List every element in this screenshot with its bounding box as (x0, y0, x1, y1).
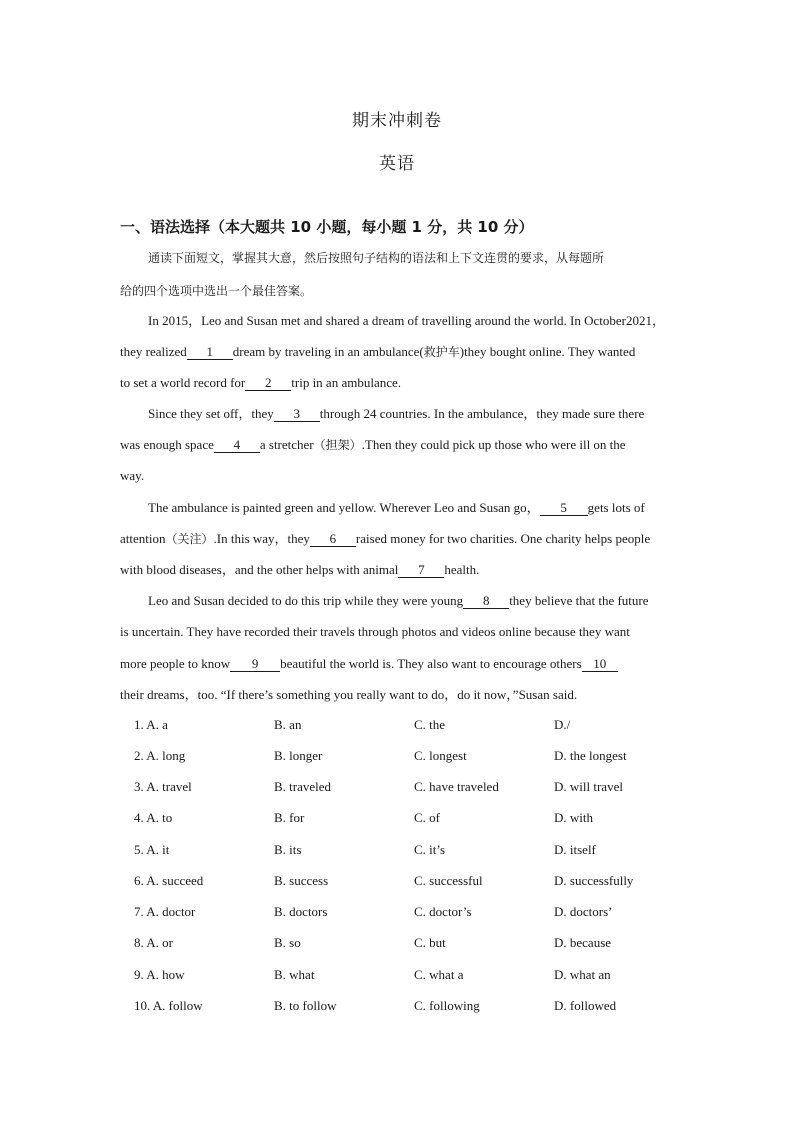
passage-text-cn: 救护车 (423, 345, 460, 359)
option-c[interactable]: C. have traveled (414, 779, 499, 794)
option-a[interactable]: 1. A. a (134, 717, 168, 732)
option-d[interactable]: D. doctors’ (554, 904, 613, 919)
option-c[interactable]: C. of (414, 810, 440, 825)
subject-title: 英语 (379, 154, 415, 174)
option-b[interactable]: B. traveled (274, 779, 332, 794)
passage-text-cn: （关注） (165, 532, 214, 546)
option-c[interactable]: C. but (414, 935, 446, 950)
option-d[interactable]: D./ (554, 717, 571, 732)
passage-text: they realized (120, 344, 187, 359)
option-d[interactable]: D. successfully (554, 873, 634, 888)
option-b[interactable]: B. an (274, 717, 302, 732)
passage-text: .Then they could pick up those who were ill on the (361, 437, 626, 452)
option-a[interactable]: 3. A. travel (134, 779, 192, 794)
passage-text: health. (444, 562, 480, 577)
exam-title: 期末冲刺卷 (352, 111, 442, 131)
passage-text: trip in an ambulance. (291, 375, 402, 390)
blank-5[interactable]: 5 (540, 500, 588, 516)
passage-line (120, 561, 675, 579)
option-b[interactable]: B. doctors (274, 904, 328, 919)
passage-text: gets lots of (587, 500, 645, 515)
passage-text: to set a world record for (120, 375, 246, 390)
option-c[interactable]: C. what a (414, 967, 464, 982)
passage-text: Since they set off，they (148, 406, 274, 421)
option-c[interactable]: C. successful (414, 873, 483, 888)
passage-text-cn: （担架） (313, 438, 362, 452)
option-d[interactable]: D. because (554, 935, 612, 950)
passage-line (120, 436, 675, 454)
passage-text: with blood diseases，and the other helps with animal (120, 562, 399, 577)
option-b[interactable]: B. longer (274, 748, 323, 763)
instructions-line-1: 通读下面短文，掌握其大意，然后按照句子结构的语法和上下文连贯的要求，从每题所 (148, 251, 605, 265)
option-c[interactable]: C. it’s (414, 842, 446, 857)
passage-line: way. (120, 468, 145, 483)
option-a[interactable]: 2. A. long (134, 748, 186, 763)
passage-line: is uncertain. They have recorded their travels through photos and videos online because they want (120, 624, 630, 639)
section-heading: 一、语法选择（本大题共 10 小题，每小题 1 分，共 10 分） (120, 218, 534, 236)
option-a[interactable]: 7. A. doctor (134, 904, 196, 919)
option-d[interactable]: D. itself (554, 842, 596, 857)
passage-text: dream by traveling in an ambulance( (232, 344, 424, 359)
option-d[interactable]: D. the longest (554, 748, 627, 763)
passage-line: their dreams，too. “If there’s something you really want to do，do it now，”Susan said. (120, 687, 578, 702)
option-a[interactable]: 9. A. how (134, 967, 185, 982)
option-d[interactable]: D. with (554, 810, 593, 825)
blank-1[interactable]: 1 (187, 344, 233, 360)
passage-line (120, 655, 675, 673)
option-a[interactable]: 5. A. it (134, 842, 170, 857)
option-c[interactable]: C. following (414, 998, 480, 1013)
option-a[interactable]: 10. A. follow (134, 998, 203, 1013)
passage-text: a stretcher (259, 437, 314, 452)
blank-10[interactable]: 10 (582, 656, 618, 672)
option-b[interactable]: B. for (274, 810, 305, 825)
passage-line (120, 374, 675, 392)
passage-line (148, 405, 675, 423)
passage-text: they believe that the future (509, 593, 649, 608)
option-b[interactable]: B. what (274, 967, 315, 982)
passage-line (120, 343, 675, 361)
option-b[interactable]: B. success (274, 873, 329, 888)
passage-line: In 2015，Leo and Susan met and shared a dream of travelling around the world. In October2021， (148, 313, 665, 328)
passage-text: more people to know (120, 656, 231, 671)
blank-2[interactable]: 2 (245, 375, 291, 391)
blank-4[interactable]: 4 (214, 437, 260, 453)
passage-text: Leo and Susan decided to do this trip while they were young (148, 593, 464, 608)
passage-line (120, 530, 675, 548)
option-d[interactable]: D. will travel (554, 779, 623, 794)
option-d[interactable]: D. followed (554, 998, 617, 1013)
blank-7[interactable]: 7 (398, 562, 444, 578)
option-c[interactable]: C. doctor’s (414, 904, 472, 919)
passage-text: was enough space (120, 437, 214, 452)
instructions-line-2: 给的四个选项中选出一个最佳答案。 (120, 284, 313, 298)
option-c[interactable]: C. the (414, 717, 446, 732)
option-a[interactable]: 6. A. succeed (134, 873, 204, 888)
option-a[interactable]: 8. A. or (134, 935, 173, 950)
blank-8[interactable]: 8 (463, 593, 509, 609)
option-b[interactable]: B. to follow (274, 998, 337, 1013)
passage-text: through 24 countries. In the ambulance，they made sure there (319, 406, 645, 421)
option-d[interactable]: D. what an (554, 967, 611, 982)
passage-text: )they bought online. They wanted (459, 344, 636, 359)
passage-text: raised money for two charities. One charity helps people (355, 531, 651, 546)
blank-3[interactable]: 3 (274, 406, 320, 422)
passage-line (148, 499, 675, 517)
option-b[interactable]: B. its (274, 842, 302, 857)
blank-6[interactable]: 6 (310, 531, 356, 547)
option-c[interactable]: C. longest (414, 748, 467, 763)
passage-text: attention (120, 531, 166, 546)
blank-9[interactable]: 9 (230, 656, 280, 672)
option-b[interactable]: B. so (274, 935, 301, 950)
passage-text: .In this way，they (213, 531, 310, 546)
passage-text: The ambulance is painted green and yellow. Wherever Leo and Susan go， (148, 500, 540, 515)
passage-text: beautiful the world is. They also want to encourage others (280, 656, 582, 671)
option-a[interactable]: 4. A. to (134, 810, 173, 825)
passage-line (148, 592, 675, 610)
